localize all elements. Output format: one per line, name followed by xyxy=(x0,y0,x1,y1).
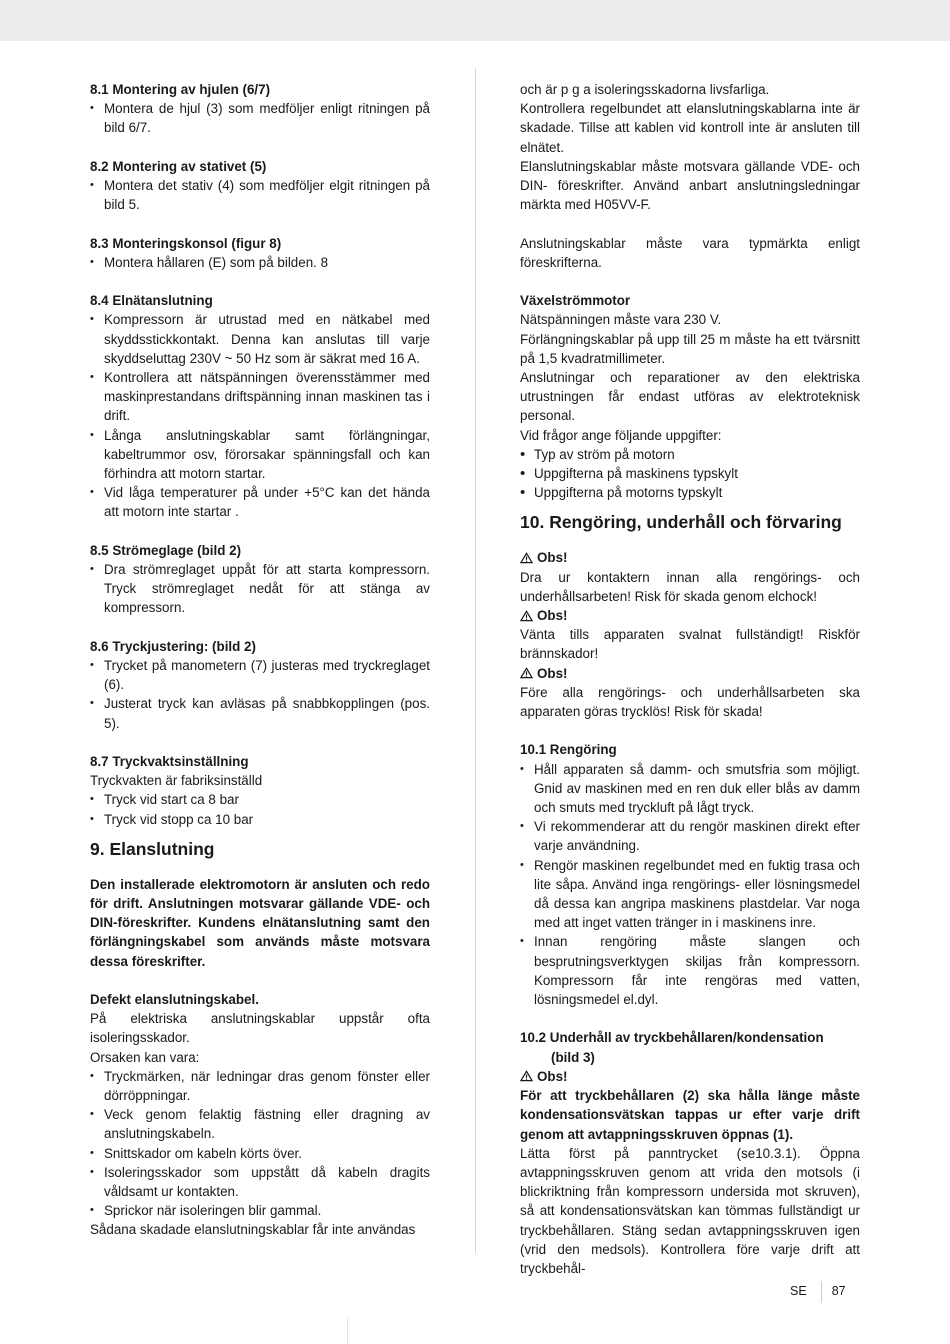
warning-heading xyxy=(520,548,860,567)
section-8-2-heading: 8.2 Montering av stativet (5) xyxy=(90,158,267,174)
list-item: • Innan rengöring måste slangen och besprutningsverktygen skiljas från kompressorn. Kompressorn får inte rengöras med vatten, lösningsmedel el.dyl. xyxy=(520,932,860,1009)
list-item: • Trycket på manometern (7) justeras med tryckreglaget (6). xyxy=(90,656,430,694)
section-8-3-heading: 8.3 Monteringskonsol (figur 8) xyxy=(90,235,282,251)
page-footer xyxy=(790,1281,846,1303)
section-10-2-heading-cont: (bild 3) xyxy=(551,1049,595,1065)
warning-text-2: Vänta tills apparaten svalnat fullständigt! Riskför brännskador! xyxy=(520,627,860,662)
list-item: • Vid låga temperaturer på under +5°C kan det hända att motorn inte startar . xyxy=(90,483,430,521)
motor-voltage-text: Nätspänningen måste vara 230 V. xyxy=(520,312,722,328)
list-item: • Rengör maskinen regelbundet med en fuktig trasa och lite såpa. Använd inga rengörings- eller lösningsmedel då dessa kan angripa maskinens plastdelar. Var noga med att inget vatten tränger in i maskinens inre. xyxy=(520,856,860,933)
right-column xyxy=(520,80,860,1278)
section-8-7-text: Tryckvakten är fabriksinställd xyxy=(90,773,263,789)
section-10-2-heading: 10.2 Underhåll av tryckbehållaren/kondensation xyxy=(520,1030,824,1046)
defect-cable-tail: Sådana skadade elanslutningskablar får inte användas xyxy=(90,1222,416,1238)
section-10-1-list xyxy=(520,760,860,1010)
section-8-1-heading: 8.1 Montering av hjulen (6/7) xyxy=(90,82,271,97)
list-item: • Tryckmärken, när ledningar dras genom fönster eller dörröppningar. xyxy=(90,1067,430,1105)
section-8-5-list xyxy=(90,560,430,618)
list-item: • Långa anslutningskablar samt förlängningar, kabeltrummor osv, förorsakar spänningsfall och kan förhindra att motorn startar. xyxy=(90,426,430,484)
list-item: • Snittskador om kabeln körts över. xyxy=(90,1144,430,1163)
section-8-2-list xyxy=(90,176,430,214)
language-code: SE xyxy=(790,1284,807,1299)
warning-text-1: Dra ur kontaktern innan alla rengörings- och underhållsarbeten! Risk för skada genom elchock! xyxy=(520,569,860,604)
section-9-heading: 9. Elanslutning xyxy=(90,838,215,859)
warning-text-3: Före alla rengörings- och underhållsarbeten ska apparaten göras trycklös! Risk för skada! xyxy=(520,684,860,720)
list-item: • Justerat tryck kan avläsas på snabbkopplingen (pos. 5). xyxy=(90,694,430,732)
ac-motor-heading: Växelströmmotor xyxy=(520,293,631,309)
warning-label: Obs! xyxy=(537,665,568,681)
list-item: • Montera hållaren (E) som på bilden. 8 xyxy=(90,253,430,272)
list-item: • Montera det stativ (4) som medföljer elgit ritningen på bild 5. xyxy=(90,176,430,214)
inspection-text: Kontrollera regelbundet att elanslutningskablarna inte är skadade. Tillse att kablen vid kontroll inte är ansluten till elnätet. xyxy=(520,101,860,155)
list-item: • Dra strömreglaget uppåt för att starta kompressorn. Tryck strömreglaget nedåt för att stänga av kompressorn. xyxy=(90,560,430,618)
cable-standard-text: Elanslutningskablar måste motsvara gällande VDE- och DIN- föreskrifter. Använd anbart anslutningsledningar märkta med H05VV-F. xyxy=(520,158,860,213)
page-number: 87 xyxy=(831,1284,846,1299)
warning-triangle-icon xyxy=(520,667,533,679)
section-8-1-list xyxy=(90,99,430,137)
list-item: • Uppgifterna på maskinens typskylt xyxy=(520,464,860,483)
section-10-2-text: Lätta först på panntrycket (se10.3.1). Öppna avtappningsskruven genom att vrida den motsols (i blickriktning från kompressorn undersida mot skruven), så att kondensationsvätskan kan tömmas fullständigt ur tryckbehållaren. Stäng sedan avtappningsskruven igen (vrid den medsols). Kontrollera före varje drift att tryckbehål- xyxy=(520,1145,860,1276)
left-column xyxy=(90,80,430,1240)
list-item: • Håll apparaten så damm- och smutsfria som möjligt. Gnid av maskinen med en ren duk eller blås av damm och smuts med tryckluft på lågt tryck. xyxy=(520,760,860,818)
section-8-4-list xyxy=(90,310,430,521)
top-band xyxy=(0,0,950,41)
motor-info-list xyxy=(520,445,860,503)
bottom-margin-line xyxy=(347,1318,348,1344)
list-item: • Typ av ström på motorn xyxy=(520,445,860,464)
section-8-7-list xyxy=(90,790,430,828)
warning-triangle-icon xyxy=(520,1070,533,1082)
section-10-heading: 10. Rengöring, underhåll och förvaring xyxy=(520,512,842,533)
warning-heading xyxy=(520,664,860,683)
defect-cable-text: På elektriska anslutningskablar uppstår ofta isoleringsskador. xyxy=(90,1011,430,1046)
list-item: • Tryck vid start ca 8 bar xyxy=(90,790,430,809)
warning-label: Obs! xyxy=(537,608,568,624)
questions-text: Vid frågor ange följande uppgifter: xyxy=(520,427,722,443)
footer-divider xyxy=(821,1281,822,1303)
list-item: • Isoleringsskador som uppstått då kabeln dragits våldsamt ur kontakten. xyxy=(90,1163,430,1201)
defect-cable-list xyxy=(90,1067,430,1221)
section-8-6-heading: 8.6 Tryckjustering: (bild 2) xyxy=(90,638,256,654)
warning-heading xyxy=(520,1067,860,1086)
defect-cable-heading: Defekt elanslutningskabel. xyxy=(90,992,259,1008)
list-item: • Kompressorn är utrustad med en nätkabel med skyddsstickkontakt. Denna kan anslutas till varje skyddseluttag 230V ~ 50 Hz som är säkrat med 16 A. xyxy=(90,310,430,368)
section-8-7-heading: 8.7 Tryckvaktsinställning xyxy=(90,754,249,770)
continued-text: och är p g a isoleringsskadorna livsfarliga. xyxy=(520,82,770,97)
list-item: • Tryck vid stopp ca 10 bar xyxy=(90,810,430,829)
warning-label: Obs! xyxy=(537,550,568,566)
warning-heading xyxy=(520,606,860,625)
section-10-1-heading: 10.1 Rengöring xyxy=(520,742,617,758)
section-10-2-bold-paragraph: För att tryckbehållaren (2) ska hålla länge måste kondensationsvätskan tappas ur efter varje drift genom att avtappningsskruven öppnas (1). xyxy=(520,1088,860,1142)
list-item: • Montera de hjul (3) som medföljer enligt ritningen på bild 6/7. xyxy=(90,99,430,137)
warning-triangle-icon xyxy=(520,552,533,564)
section-8-5-heading: 8.5 Strömeglage (bild 2) xyxy=(90,542,242,558)
warning-label: Obs! xyxy=(537,1068,568,1084)
section-8-6-list xyxy=(90,656,430,733)
list-item: • Kontrollera att nätspänningen överensstämmer med maskinprestandans driftspänning innan maskinen tas i drift. xyxy=(90,368,430,426)
list-item: • Vi rekommenderar att du rengör maskinen direkt efter varje användning. xyxy=(520,817,860,855)
section-9-bold-paragraph: Den installerade elektromotorn är ansluten och redo för drift. Anslutningen motsvarar gällande VDE- och DIN-föreskrifter. Kundens elnätanslutning samt den förlängningskabel som används måste motsvara dessa föreskrifter. xyxy=(90,876,430,969)
repairs-text: Anslutningar och reparationer av den elektriska utrustningen får endast utföras av elektroteknisk personal. xyxy=(520,370,860,424)
column-divider xyxy=(475,68,476,1253)
extension-cable-text: Förlängningskablar på upp till 25 m måste ha ett tvärsnitt på 1,5 kvadratmillimeter. xyxy=(520,331,860,366)
warning-triangle-icon xyxy=(520,610,533,622)
list-item: • Sprickor när isoleringen blir gammal. xyxy=(90,1201,430,1220)
defect-cable-causes-intro: Orsaken kan vara: xyxy=(90,1049,200,1065)
section-8-3-list xyxy=(90,253,430,272)
list-item: • Veck genom felaktig fästning eller dragning av anslutningskabeln. xyxy=(90,1105,430,1143)
cable-marking-text: Anslutningskablar måste vara typmärkta enligt föreskrifterna. xyxy=(520,235,860,270)
section-8-4-heading: 8.4 Elnätanslutning xyxy=(90,293,213,309)
list-item: • Uppgifterna på motorns typskylt xyxy=(520,483,860,502)
